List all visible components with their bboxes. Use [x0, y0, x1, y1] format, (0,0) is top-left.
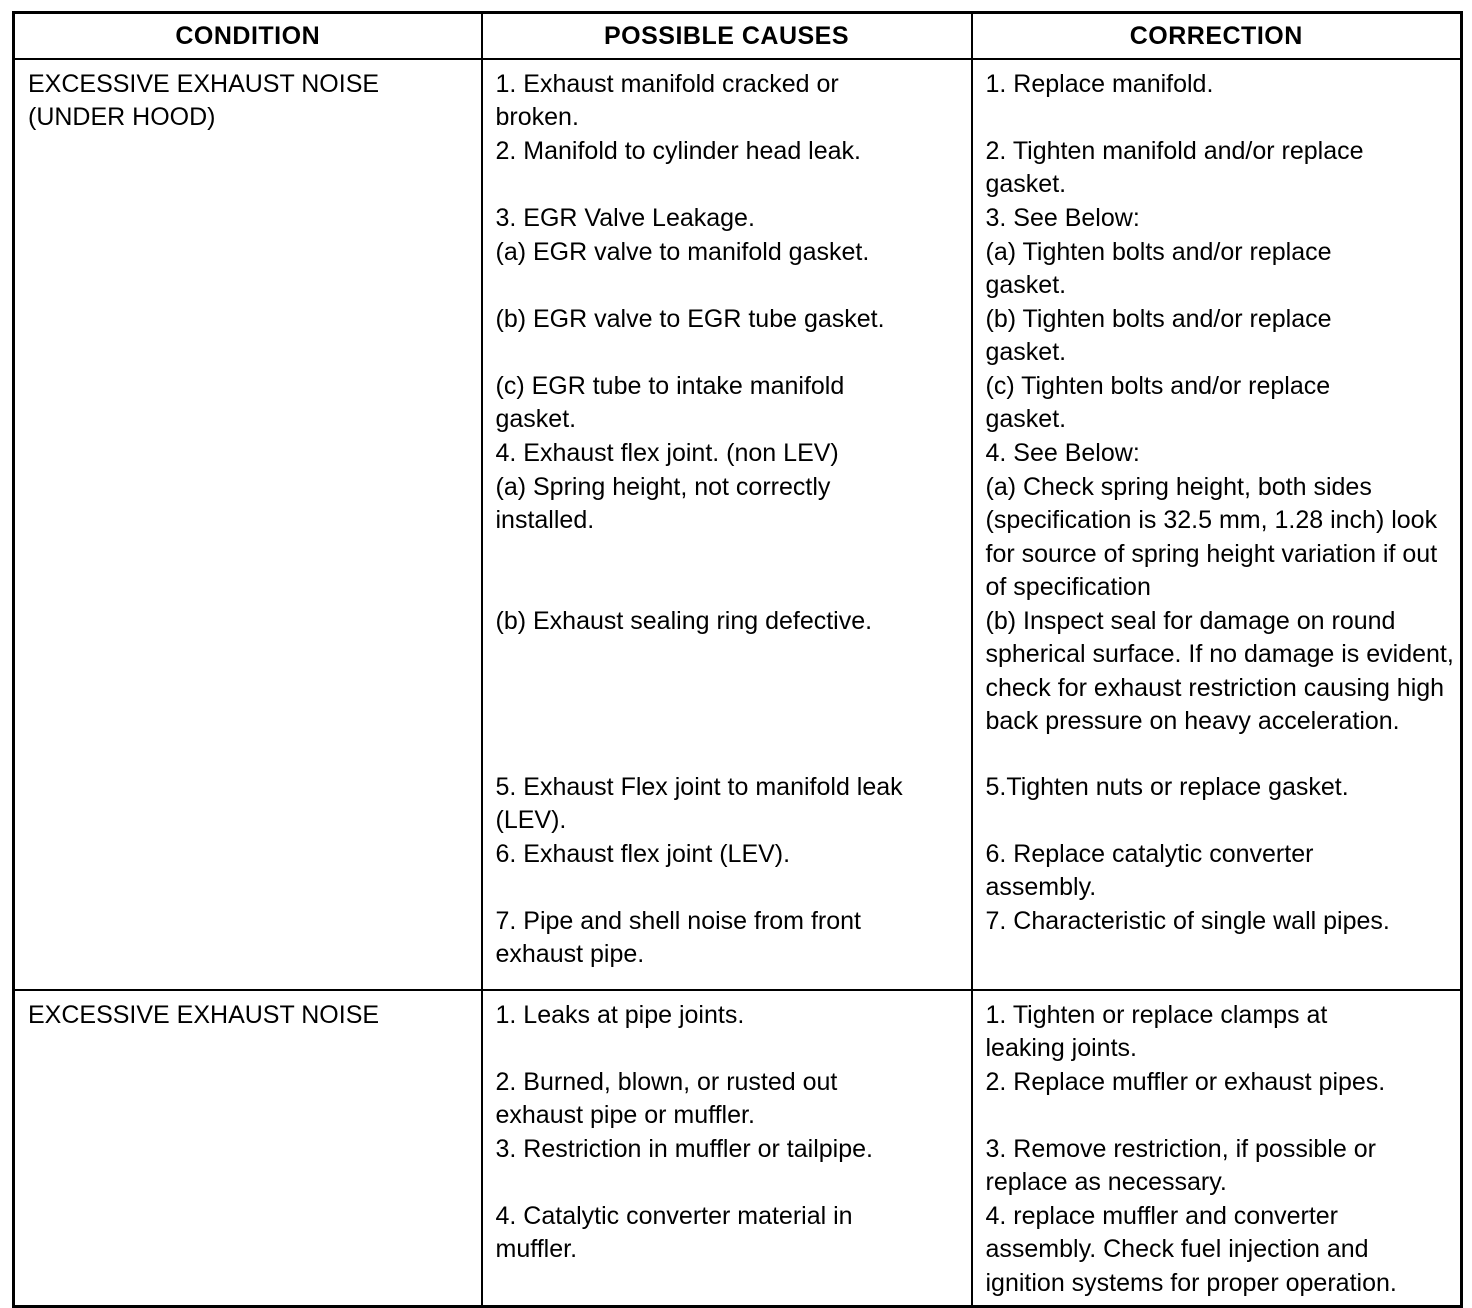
- condition-text: EXCESSIVE EXHAUST NOISE: [28, 1001, 380, 1029]
- correction-item: (c) Tighten bolts and/or replace gasket.: [985, 372, 1331, 434]
- header-row: [14, 13, 1462, 60]
- condition-line: (UNDER HOOD): [28, 103, 216, 132]
- correction-item: 6. Replace catalytic converter assembly.: [985, 840, 1314, 902]
- condition-cell: [14, 59, 482, 990]
- cause-item: 7. Pipe and shell noise from front exhaust pipe.: [495, 907, 861, 969]
- cause-item: 1. Exhaust manifold cracked or broken.: [495, 70, 839, 132]
- table-row: [14, 59, 1462, 990]
- header-possible-causes: POSSIBLE CAUSES: [482, 13, 972, 60]
- cause-item: (c) EGR tube to intake manifold gasket.: [495, 372, 845, 434]
- correction-item: (b) Inspect seal for damage on round spherical surface. If no damage is evident, check for exhaust restriction causing high back pressure on heavy acceleration.: [985, 607, 1454, 735]
- correction-item: 4. replace muffler and converter assembly. Check fuel injection and ignition systems for proper operation.: [985, 1202, 1397, 1297]
- correction-item: (a) Check spring height, both sides (specification is 32.5 mm, 1.28 inch) look for source of spring height variation if out of specification: [985, 473, 1438, 601]
- header-condition: CONDITION: [14, 13, 482, 60]
- correction-item: 3. See Below:: [985, 204, 1140, 232]
- cause-item: (a) EGR valve to manifold gasket.: [495, 238, 870, 266]
- corrections-cell: [972, 59, 1462, 990]
- correction-item: 1. Tighten or replace clamps at leaking joints.: [985, 1001, 1328, 1063]
- cause-item: 4. Exhaust flex joint. (non LEV): [495, 439, 839, 467]
- correction-item: (b) Tighten bolts and/or replace gasket.: [985, 305, 1332, 367]
- corrections-cell: [972, 990, 1462, 1307]
- correction-item: 7. Characteristic of single wall pipes.: [985, 907, 1390, 935]
- correction-item: 5.Tighten nuts or replace gasket.: [985, 773, 1349, 801]
- correction-item: 4. See Below:: [985, 439, 1140, 467]
- correction-item: 2. Tighten manifold and/or replace gasket.: [985, 137, 1364, 199]
- cause-item: 5. Exhaust Flex joint to manifold leak (LEV).: [495, 773, 903, 835]
- cause-item: 4. Catalytic converter material in muffler.: [495, 1202, 853, 1264]
- cause-item: 1. Leaks at pipe joints.: [495, 1001, 745, 1029]
- correction-item: 3. Remove restriction, if possible or replace as necessary.: [985, 1135, 1376, 1197]
- troubleshooting-table: [12, 11, 1463, 1308]
- cause-item: 3. EGR Valve Leakage.: [495, 204, 755, 232]
- correction-item: 1. Replace manifold.: [985, 70, 1214, 98]
- correction-item: 2. Replace muffler or exhaust pipes.: [985, 1068, 1386, 1096]
- causes-cell: [482, 59, 972, 990]
- cause-item: 3. Restriction in muffler or tailpipe.: [495, 1135, 873, 1163]
- cause-item: (a) Spring height, not correctly installed.: [495, 473, 831, 535]
- cause-item: (b) EGR valve to EGR tube gasket.: [495, 305, 885, 333]
- condition-line: EXCESSIVE EXHAUST NOISE: [28, 70, 380, 98]
- cause-item: 6. Exhaust flex joint (LEV).: [495, 840, 791, 868]
- header-correction: CORRECTION: [972, 13, 1462, 60]
- table-row: [14, 990, 1462, 1307]
- condition-cell: [14, 990, 482, 1307]
- causes-cell: [482, 990, 972, 1307]
- correction-item: (a) Tighten bolts and/or replace gasket.: [985, 238, 1332, 300]
- condition-text: [28, 68, 473, 135]
- cause-item: 2. Burned, blown, or rusted out exhaust pipe or muffler.: [495, 1068, 838, 1130]
- cause-item: 2. Manifold to cylinder head leak.: [495, 137, 861, 165]
- cause-item: (b) Exhaust sealing ring defective.: [495, 607, 873, 635]
